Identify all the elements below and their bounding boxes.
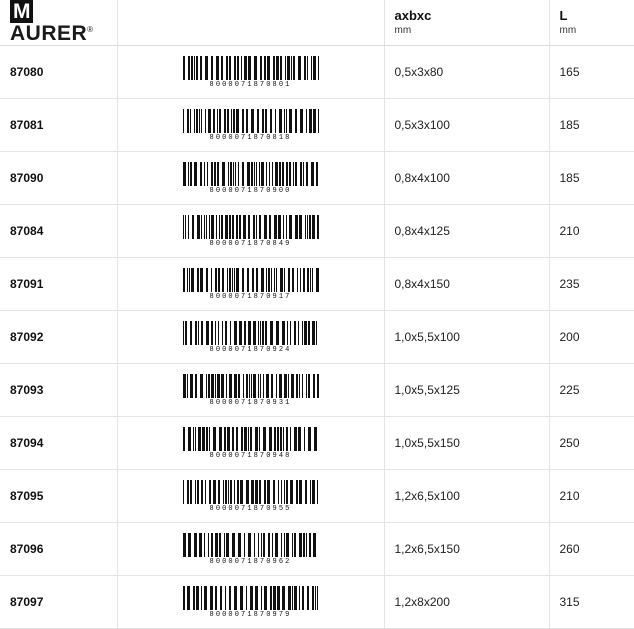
table-row (0, 311, 634, 364)
barcode (118, 109, 384, 142)
dimensions-cell (384, 99, 549, 152)
dimensions-value: 0,5x3x80 (385, 65, 549, 79)
barcode-cell (117, 364, 384, 417)
length-cell (549, 205, 634, 258)
length-value: 225 (550, 383, 634, 397)
barcode (118, 586, 384, 619)
table-row (0, 364, 634, 417)
length-value: 210 (550, 489, 634, 503)
product-code-cell (0, 99, 117, 152)
dimensions-value: 1,0x5,5x125 (385, 383, 549, 397)
product-code-cell (0, 417, 117, 470)
length-value: 260 (550, 542, 634, 556)
length-cell (549, 258, 634, 311)
barcode-number: 8000071870849 (210, 240, 292, 248)
barcode (118, 427, 384, 460)
barcode-number: 8000071870924 (210, 346, 292, 354)
product-code-cell (0, 258, 117, 311)
dimensions-cell (384, 205, 549, 258)
length-cell (549, 576, 634, 629)
length-value: 200 (550, 330, 634, 344)
product-code: 87080 (0, 65, 117, 79)
table-row (0, 470, 634, 523)
dimensions-cell (384, 46, 549, 99)
table-row (0, 258, 634, 311)
length-cell (549, 523, 634, 576)
product-code: 87091 (0, 277, 117, 291)
brand-logo-rest: AURER (10, 22, 87, 45)
barcode-image (183, 427, 319, 451)
brand-logo (0, 0, 117, 45)
barcode-image (183, 162, 319, 186)
length-cell (549, 470, 634, 523)
barcode-cell (117, 523, 384, 576)
table-body (0, 46, 634, 629)
barcode-image (183, 480, 319, 504)
length-cell (549, 46, 634, 99)
barcode-cell (117, 576, 384, 629)
barcode-number: 8000071870948 (210, 452, 292, 460)
dimensions-cell (384, 364, 549, 417)
barcode-image (183, 56, 319, 80)
barcode (118, 162, 384, 195)
barcode (118, 480, 384, 513)
barcode-image (183, 321, 319, 345)
barcode-image (183, 268, 319, 292)
barcode-image (183, 533, 319, 557)
product-code: 87084 (0, 224, 117, 238)
barcode-cell (117, 99, 384, 152)
product-code-cell (0, 46, 117, 99)
barcode-cell (117, 152, 384, 205)
dimensions-column-header (384, 0, 549, 46)
product-code-cell (0, 311, 117, 364)
product-code-cell (0, 205, 117, 258)
dimensions-cell (384, 470, 549, 523)
dimensions-cell (384, 152, 549, 205)
product-code: 87095 (0, 489, 117, 503)
product-code-cell (0, 576, 117, 629)
barcode (118, 56, 384, 89)
product-code: 87094 (0, 436, 117, 450)
product-code-cell (0, 152, 117, 205)
length-cell (549, 152, 634, 205)
length-header-label: L (560, 9, 634, 23)
product-code: 87097 (0, 595, 117, 609)
barcode-cell (117, 205, 384, 258)
barcode-cell (117, 258, 384, 311)
barcode (118, 533, 384, 566)
length-cell (549, 417, 634, 470)
product-code: 87092 (0, 330, 117, 344)
dimensions-header-unit: mm (395, 25, 549, 36)
registered-mark: ® (87, 25, 93, 34)
length-cell (549, 99, 634, 152)
barcode (118, 321, 384, 354)
table-header (0, 0, 634, 46)
barcode-number: 8000071870818 (210, 134, 292, 142)
length-value: 250 (550, 436, 634, 450)
length-value: 185 (550, 171, 634, 185)
table-row (0, 152, 634, 205)
dimensions-value: 0,5x3x100 (385, 118, 549, 132)
barcode-number: 8000071870955 (210, 505, 292, 513)
product-code-cell (0, 470, 117, 523)
table-row (0, 523, 634, 576)
dimensions-value: 1,2x6,5x150 (385, 542, 549, 556)
barcode-cell (117, 417, 384, 470)
dimensions-cell (384, 417, 549, 470)
barcode-number: 8000071870917 (210, 293, 292, 301)
barcode-column-header (117, 0, 384, 46)
barcode-image (183, 586, 319, 610)
barcode-image (183, 109, 319, 133)
barcode-cell (117, 46, 384, 99)
length-value: 210 (550, 224, 634, 238)
brand-logo-cell (0, 0, 117, 46)
table-header-row (0, 0, 634, 46)
barcode-number: 8000071870979 (210, 611, 292, 619)
barcode-number: 8000071870931 (210, 399, 292, 407)
brand-logo-initial: M (10, 0, 33, 23)
product-code: 87090 (0, 171, 117, 185)
dimensions-cell (384, 258, 549, 311)
dimensions-cell (384, 576, 549, 629)
length-value: 185 (550, 118, 634, 132)
length-column-header (549, 0, 634, 46)
barcode-number: 8000071870900 (210, 187, 292, 195)
dimensions-value: 1,0x5,5x100 (385, 330, 549, 344)
dimensions-header-label: axbxc (395, 9, 549, 23)
length-value: 165 (550, 65, 634, 79)
product-code: 87093 (0, 383, 117, 397)
table-row (0, 576, 634, 629)
barcode-cell (117, 311, 384, 364)
table-row (0, 417, 634, 470)
barcode-image (183, 374, 319, 398)
barcode-number: 8000071870962 (210, 558, 292, 566)
barcode-image (183, 215, 319, 239)
product-code-cell (0, 523, 117, 576)
barcode (118, 374, 384, 407)
product-code: 87096 (0, 542, 117, 556)
dimensions-cell (384, 523, 549, 576)
dimensions-value: 1,2x8x200 (385, 595, 549, 609)
length-cell (549, 364, 634, 417)
dimensions-value: 0,8x4x150 (385, 277, 549, 291)
product-code: 87081 (0, 118, 117, 132)
barcode-number: 8000071870801 (210, 81, 292, 89)
dimensions-value: 0,8x4x125 (385, 224, 549, 238)
length-value: 235 (550, 277, 634, 291)
table-row (0, 205, 634, 258)
dimensions-cell (384, 311, 549, 364)
table-row (0, 99, 634, 152)
table-row (0, 46, 634, 99)
barcode-cell (117, 470, 384, 523)
product-code-cell (0, 364, 117, 417)
length-value: 315 (550, 595, 634, 609)
dimensions-value: 0,8x4x100 (385, 171, 549, 185)
dimensions-value: 1,0x5,5x150 (385, 436, 549, 450)
barcode (118, 215, 384, 248)
barcode (118, 268, 384, 301)
length-cell (549, 311, 634, 364)
dimensions-value: 1,2x6,5x100 (385, 489, 549, 503)
length-header-unit: mm (560, 25, 634, 36)
brand-logo-text (10, 0, 117, 44)
